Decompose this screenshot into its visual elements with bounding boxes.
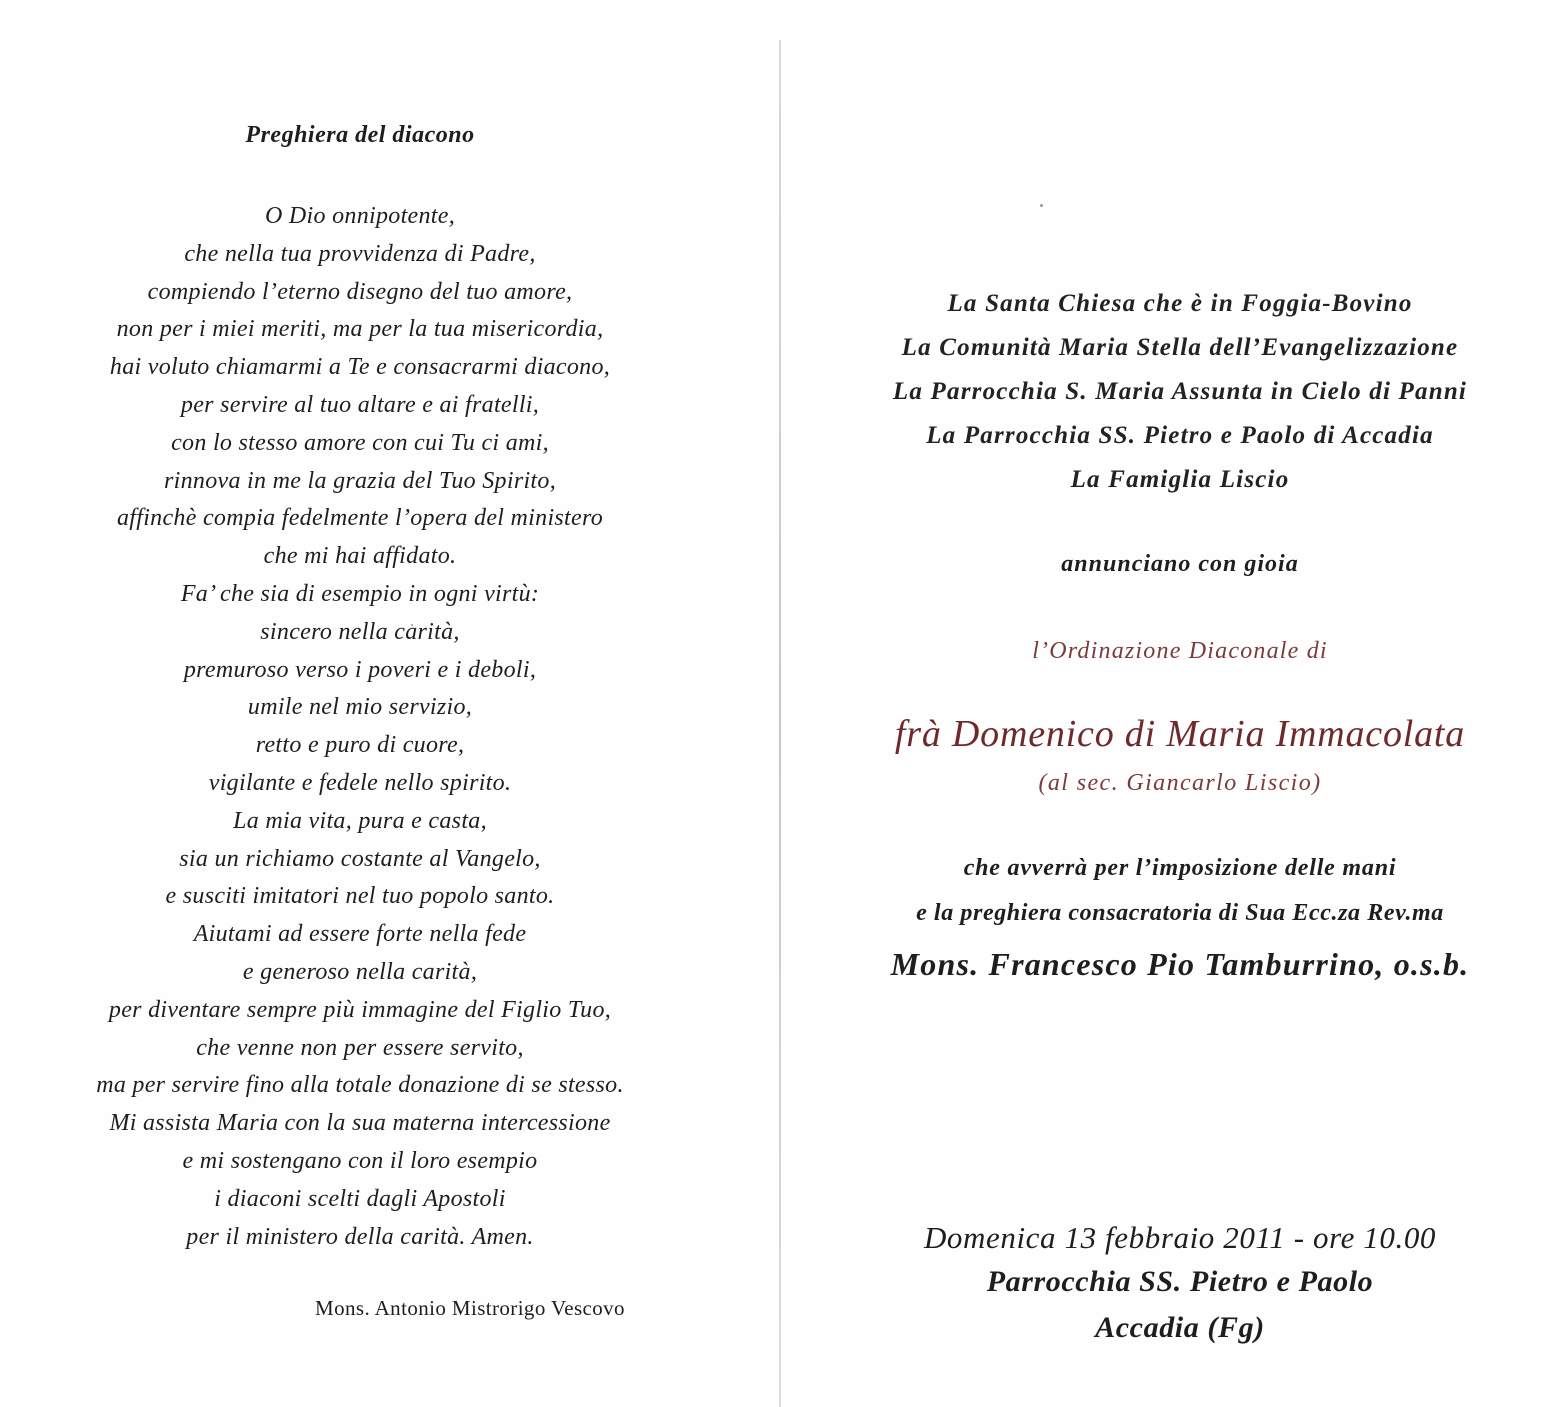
prayer-line: per diventare sempre più immagine del Figlio Tuo, <box>108 996 612 1023</box>
prayer-line: per il ministero della carità. Amen. <box>186 1223 534 1250</box>
prayer-line: O Dio onnipotente, <box>264 203 456 229</box>
prayer-line: compiendo l’eterno disegno del tuo amore, <box>147 278 573 305</box>
rite-line-1: che avverrà per l’imposizione delle mani <box>963 855 1397 881</box>
event-place: Parrocchia SS. Pietro e Paolo <box>986 1265 1374 1298</box>
prayer-line: ma per servire fino alla totale donazione di se stesso. <box>96 1072 624 1099</box>
prayer-line: e mi sostengano con il loro esempio <box>182 1147 538 1174</box>
secular-name: (al sec. Giancarlo Liscio) <box>1038 770 1322 796</box>
announcement-panel <box>830 0 1530 1407</box>
prayer-line: con lo stesso amore con cui Tu ci ami, <box>171 429 549 456</box>
prayer-signature: Mons. Antonio Mistrorigo Vescovo <box>315 1296 625 1320</box>
prayer-line: che nella tua provvidenza di Padre, <box>184 240 536 267</box>
prayer-line: e susciti imitatori nel tuo popolo santo. <box>165 883 555 910</box>
prayer-line: e generoso nella carità, <box>242 958 478 985</box>
prayer-line: che mi hai affidato. <box>263 543 457 570</box>
prayer-line: per servire al tuo altare e ai fratelli, <box>180 391 540 418</box>
announcer-list <box>830 282 1530 502</box>
prayer-line: umile nel mio servizio, <box>247 694 473 721</box>
prayer-line: Aiutami ad essere forte nella fede <box>193 921 527 948</box>
prayer-line: Mi assista Maria con la sua materna intercessione <box>109 1110 611 1137</box>
joy-line: annunciano con gioia <box>1061 551 1299 577</box>
event-town: Accadia (Fg) <box>1095 1311 1265 1344</box>
prayer-line: i diaconi scelti dagli Apostoli <box>214 1185 506 1212</box>
ordinand-name: frà Domenico di Maria Immacolata <box>894 713 1466 755</box>
event-date-time: Domenica 13 febbraio 2011 - ore 10.00 <box>923 1220 1437 1255</box>
announcer: La Santa Chiesa che è in Foggia-Bovino <box>947 290 1413 317</box>
prayer-line: vigilante e fedele nello spirito. <box>208 769 512 796</box>
prayer-line: hai voluto chiamarmi a Te e consacrarmi diacono, <box>109 354 611 381</box>
bishop-name: Mons. Francesco Pio Tamburrino, o.s.b. <box>890 946 1470 982</box>
ordination-line: l’Ordinazione Diaconale di <box>1032 638 1328 664</box>
announcer: La Parrocchia SS. Pietro e Paolo di Accadia <box>926 422 1434 449</box>
prayer-line: che venne non per essere servito, <box>196 1034 524 1061</box>
prayer-line: Fa’ che sia di esempio in ogni virtù: <box>180 580 540 607</box>
announcer: La Famiglia Liscio <box>1070 466 1290 493</box>
prayer-line: non per i miei meriti, ma per la tua misericordia, <box>116 316 604 343</box>
prayer-line: rinnova in me la grazia del Tuo Spirito, <box>163 467 556 494</box>
announcer: La Comunità Maria Stella dell’Evangelizzazione <box>901 334 1459 361</box>
prayer-text <box>20 198 700 1256</box>
prayer-line: retto e puro di cuore, <box>255 732 465 759</box>
fold-line <box>779 40 781 1407</box>
prayer-panel <box>20 0 760 1407</box>
prayer-title: Preghiera del diacono <box>245 122 475 148</box>
rite-line-2: e la preghiera consacratoria di Sua Ecc.za Rev.ma <box>916 900 1444 926</box>
prayer-line: sia un richiamo costante al Vangelo, <box>179 845 541 872</box>
prayer-line: La mia vita, pura e casta, <box>233 807 487 834</box>
prayer-line: affinchè compia fedelmente l’opera del ministero <box>116 505 604 532</box>
prayer-line: premuroso verso i poveri e i deboli, <box>183 656 537 683</box>
prayer-line: sincero nella carità, <box>260 618 460 645</box>
announcer: La Parrocchia S. Maria Assunta in Cielo di Panni <box>892 378 1468 405</box>
